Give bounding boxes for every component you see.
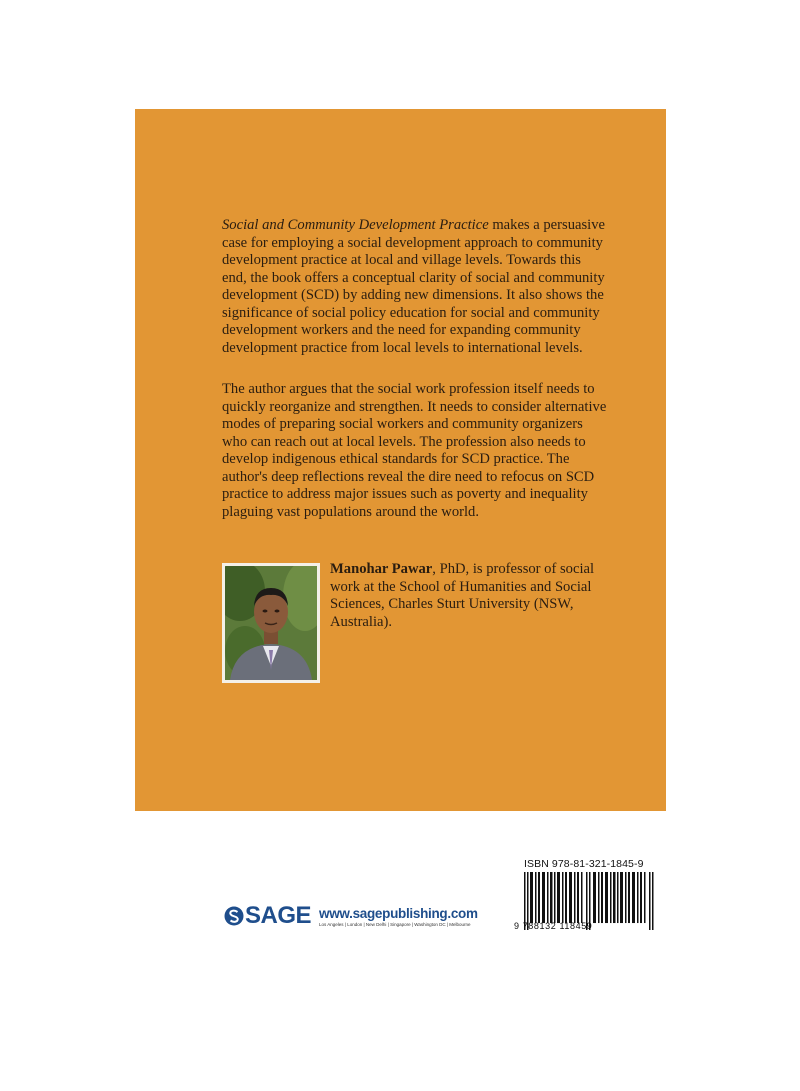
author-bio-text: , PhD, is professor of social work at the School of Humanities and Social Sciences, Charles Sturt University (NSW, Australia). — [330, 561, 595, 630]
publisher-url[interactable]: www.sagepublishing.com — [319, 905, 478, 921]
publisher-cities: Los Angeles | London | New Delhi | Singapore | Washington DC | Melbourne — [319, 921, 471, 927]
description-text-1: makes a persuasive case for employing a social development approach to community development practice at local and village levels. Towards this end, the book offers a conceptual clarity of social and community development (SCD) by adding new dimensions. It also shows the significance of social policy education for social and community development workers and the need for expanding community development practice from local levels to international levels. — [222, 217, 605, 356]
isbn-label: ISBN 978-81-321-1845-9 — [524, 858, 644, 870]
publisher-name: SAGE — [245, 902, 312, 929]
publisher-info — [319, 906, 478, 927]
barcode-number: 9 788132 118459 — [514, 921, 593, 931]
description-paragraph-1 — [222, 217, 607, 357]
author-portrait-image — [225, 566, 317, 680]
publisher-logo — [224, 902, 478, 930]
book-title-italic: Social and Community Development Practice — [222, 217, 489, 233]
author-photo — [222, 563, 320, 683]
author-bio — [330, 561, 620, 631]
author-name: Manohar Pawar — [330, 561, 433, 577]
sage-logo-icon — [224, 905, 244, 927]
description-paragraph-2: The author argues that the social work profession itself needs to quickly reorganize and strengthen. It needs to consider alternative modes of preparing social workers and community organizers who can reach out at local levels. The profession also needs to develop indigenous ethical standards for SCD practice. The author's deep reflections reveal the dire need to refocus on SCD practice to address major issues such as poverty and inequality plaguing vast populations around the world. — [222, 381, 607, 520]
